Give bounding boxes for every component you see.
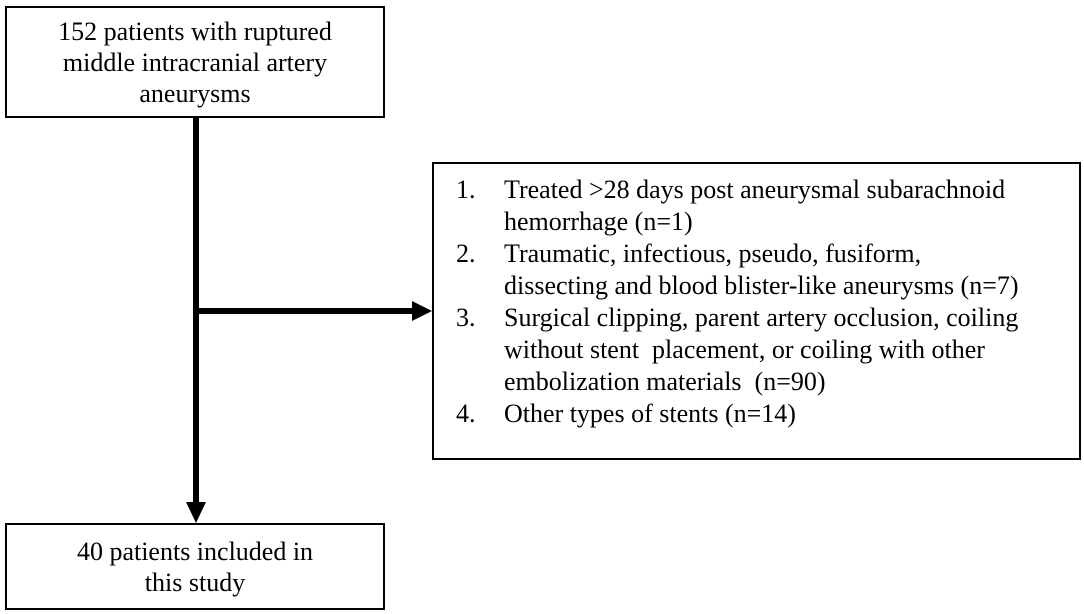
exclusion-item: [434, 238, 1069, 302]
exclusion-number: 4.: [456, 399, 476, 428]
initial-cohort-line: 152 patients with ruptured: [58, 16, 332, 46]
exclusion-item: [434, 398, 1069, 430]
exclusion-line: embolization materials (n=90): [504, 367, 826, 396]
exclusion-criteria-box: [432, 162, 1081, 460]
exclusion-number: 3.: [456, 303, 476, 332]
right-arrowhead: [412, 301, 432, 321]
initial-cohort-text: [30, 16, 360, 109]
exclusion-line: Treated >28 days post aneurysmal subarachnoid: [504, 175, 1006, 204]
exclusion-item: [434, 302, 1069, 398]
exclusion-number: 1.: [456, 175, 476, 204]
included-cohort-line: this study: [144, 567, 246, 597]
exclusion-number: 2.: [456, 239, 476, 268]
initial-cohort-box: [5, 6, 385, 118]
included-cohort-box: [5, 523, 385, 610]
down-arrowhead: [186, 502, 206, 523]
exclusion-line: Surgical clipping, parent artery occlusion, coiling: [504, 303, 1019, 332]
exclusion-list: [434, 174, 1069, 430]
exclusion-line: dissecting and blood blister-like aneurysms (n=7): [504, 271, 1019, 300]
exclusion-line: without stent placement, or coiling with other: [504, 335, 985, 364]
included-cohort-text: [45, 536, 345, 598]
included-cohort-line: 40 patients included in: [76, 536, 314, 566]
exclusion-item: [434, 174, 1069, 238]
exclusion-line: Other types of stents (n=14): [504, 399, 796, 428]
initial-cohort-line: middle intracranial artery: [62, 47, 328, 77]
initial-cohort-line: aneurysms: [139, 78, 251, 108]
exclusion-line: Traumatic, infectious, pseudo, fusiform,: [504, 239, 922, 268]
exclusion-line: hemorrhage (n=1): [504, 207, 693, 236]
